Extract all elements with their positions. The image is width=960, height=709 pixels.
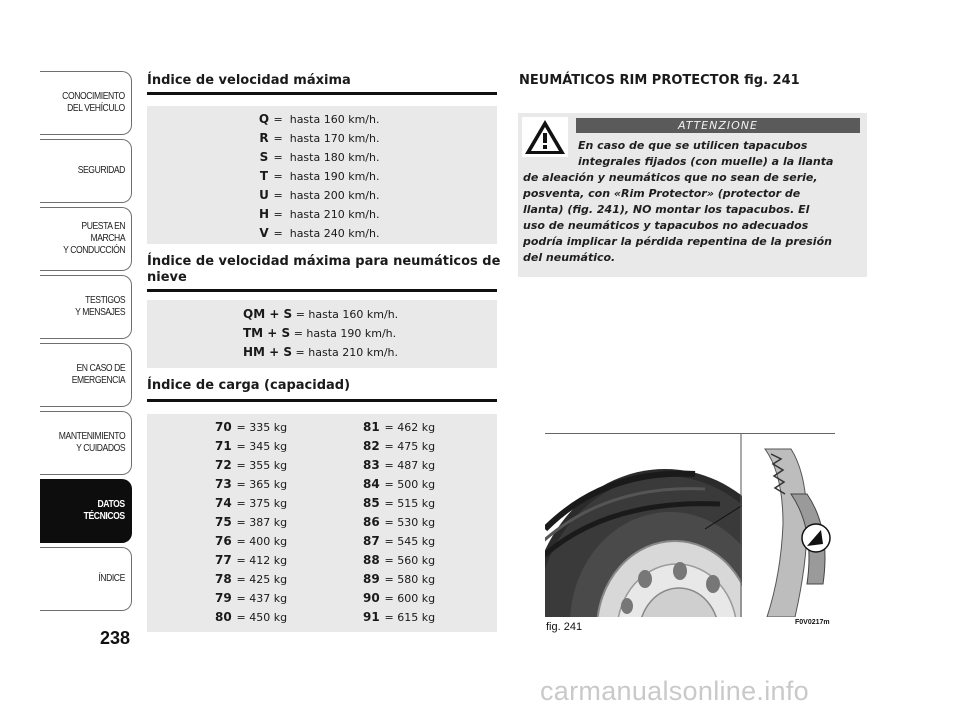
list-item: QM + S = hasta 160 km/h. <box>243 307 399 321</box>
list-item: 73 = 365 kg <box>215 477 288 491</box>
list-item: 77 = 412 kg <box>215 553 288 567</box>
speed-index-heading: Índice de velocidad máxima <box>147 73 351 88</box>
load-index-left-list <box>215 418 287 627</box>
list-item: 90 = 600 kg <box>363 591 436 605</box>
list-item: HM + S = hasta 210 km/h. <box>243 345 399 359</box>
list-item: 84 = 500 kg <box>363 477 436 491</box>
list-item: 78 = 425 kg <box>215 572 288 586</box>
warning-text-line: llanta) (fig. 241), NO montar los tapacubos. El <box>523 203 810 216</box>
tyre-rim-figure <box>545 433 835 617</box>
tab-datos-tecnicos[interactable]: DATOS TÉCNICOS <box>40 479 132 543</box>
list-item: TM + S = hasta 190 km/h. <box>243 326 397 340</box>
list-item: 76 = 400 kg <box>215 534 288 548</box>
list-item: 75 = 387 kg <box>215 515 288 529</box>
rim-protector-heading: NEUMÁTICOS RIM PROTECTOR fig. 241 <box>519 73 800 88</box>
divider <box>147 92 497 95</box>
warning-text-line: del neumático. <box>523 251 616 264</box>
tab-indice[interactable]: ÍNDICE <box>40 547 132 611</box>
tab-conocimiento[interactable]: CONOCIMIENTO DEL VEHÍCULO <box>40 71 132 135</box>
divider <box>147 289 497 292</box>
list-item: 70 = 335 kg <box>215 420 288 434</box>
snow-index-heading: Índice de velocidad máxima para neumáticos de nieve <box>147 254 501 285</box>
tab-puesta-en-marcha[interactable]: PUESTA EN MARCHA Y CONDUCCIÓN <box>40 207 132 271</box>
list-item: 81 = 462 kg <box>363 420 436 434</box>
load-index-box <box>147 414 497 632</box>
list-item: 87 = 545 kg <box>363 534 436 548</box>
warning-text-line: podría implicar la pérdida repentina de la presión <box>523 235 832 248</box>
load-index-right-list <box>363 418 435 627</box>
list-item: 88 = 560 kg <box>363 553 436 567</box>
list-item: 74 = 375 kg <box>215 496 288 510</box>
list-item: 79 = 437 kg <box>215 591 288 605</box>
figure-caption: fig. 241 <box>546 621 583 633</box>
list-item: 72 = 355 kg <box>215 458 288 472</box>
list-item: T = hasta 190 km/h. <box>259 169 380 183</box>
list-item: Q = hasta 160 km/h. <box>258 112 380 126</box>
list-item: R = hasta 170 km/h. <box>259 131 380 145</box>
tab-emergencia[interactable]: EN CASO DE EMERGENCIA <box>40 343 132 407</box>
warning-triangle-icon <box>522 117 568 157</box>
list-item: 82 = 475 kg <box>363 439 436 453</box>
list-item: 89 = 580 kg <box>363 572 436 586</box>
list-item: 85 = 515 kg <box>363 496 436 510</box>
page-number: 238 <box>100 628 131 648</box>
list-item: U = hasta 200 km/h. <box>259 188 380 202</box>
watermark: carmanualsonline.info <box>540 676 809 706</box>
list-item: 91 = 615 kg <box>363 610 436 624</box>
tab-mantenimiento[interactable]: MANTENIMIENTO Y CUIDADOS <box>40 411 132 475</box>
list-item: 71 = 345 kg <box>215 439 288 453</box>
load-index-heading: Índice de carga (capacidad) <box>147 378 351 393</box>
tab-seguridad[interactable]: SEGURIDAD <box>40 139 132 203</box>
warning-text-line: En caso de que se utilicen tapacubos <box>578 139 808 152</box>
warning-text-line: uso de neumáticos y tapacubos no adecuados <box>523 219 809 232</box>
warning-text-line: posventa, con «Rim Protector» (protector de <box>523 187 801 200</box>
warning-title: ATTENZIONE <box>576 118 860 133</box>
snow-index-list <box>243 305 398 362</box>
list-item: 83 = 487 kg <box>363 458 436 472</box>
figure-code: F0V0217m <box>795 619 830 626</box>
list-item: V = hasta 240 km/h. <box>259 226 380 240</box>
list-item: 80 = 450 kg <box>215 610 288 624</box>
warning-text-line: integrales fijados (con muelle) a la llanta <box>578 155 834 168</box>
tyre-illustration <box>545 434 835 617</box>
speed-index-list <box>258 110 379 243</box>
list-item: H = hasta 210 km/h. <box>258 207 380 221</box>
divider <box>147 399 497 402</box>
list-item: 86 = 530 kg <box>363 515 436 529</box>
list-item: S = hasta 180 km/h. <box>259 150 380 164</box>
tab-testigos[interactable]: TESTIGOS Y MENSAJES <box>40 275 132 339</box>
warning-text-line: de aleación y neumáticos que no sean de serie, <box>523 171 818 184</box>
